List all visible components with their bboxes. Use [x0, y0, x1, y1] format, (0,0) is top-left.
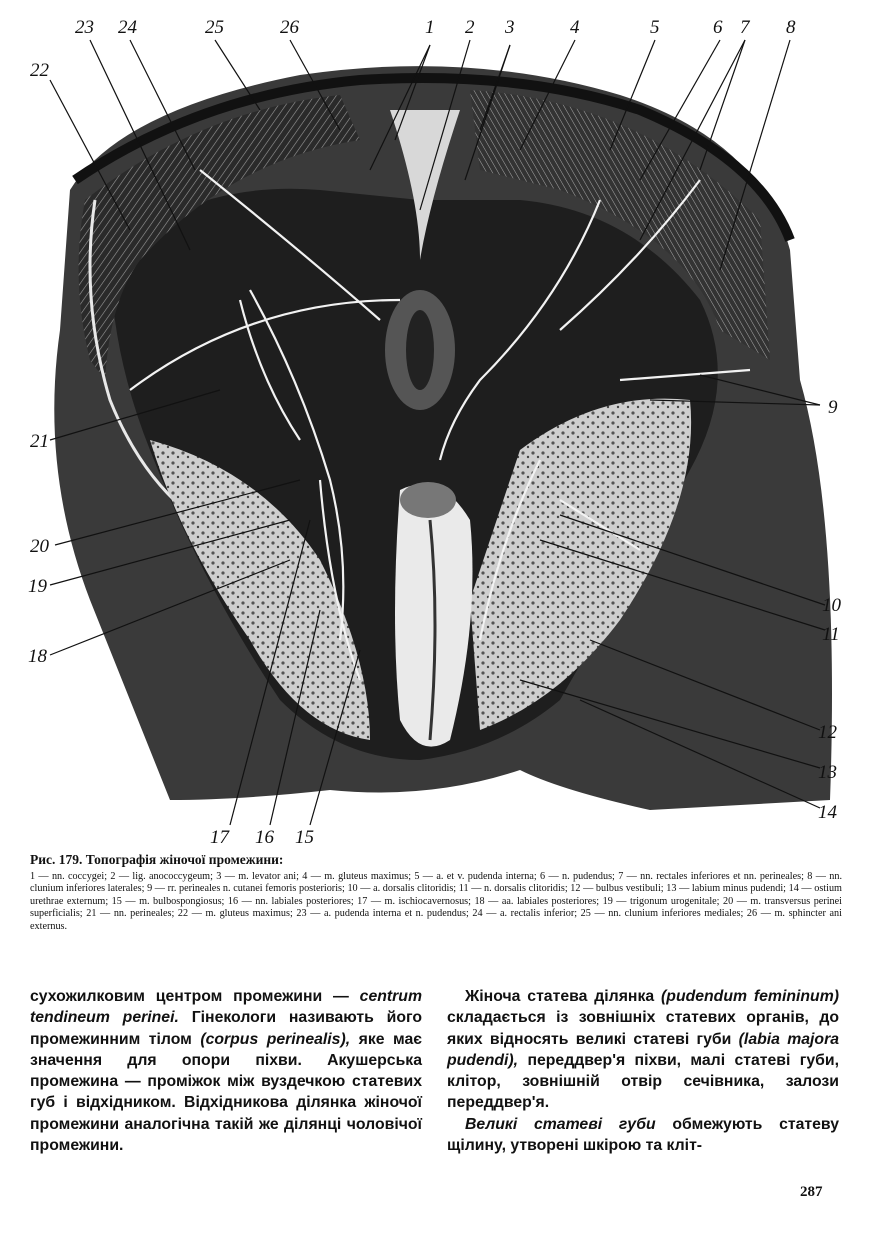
text-span: складається із зовнішніх статевих органів, до яких відносять великі статеві губи [447, 1009, 839, 1048]
label-1: 1 [425, 17, 435, 38]
text-span: сухожилковим центром промежини — [30, 988, 360, 1005]
text-span: Гінекологи називають його промежинним тілом [30, 1009, 423, 1048]
page-number: 287 [800, 1184, 823, 1200]
latin-term: (labia majora pudendi), [447, 1030, 840, 1069]
latin-term: (pudendum femininum) [654, 988, 840, 1005]
label-7: 7 [740, 17, 750, 38]
caption-legend: 1 — nn. coccygei; 2 — lig. anococcygeum; 3 — m. levator ani; 4 — m. gluteus maximus; 5 — a. et v. pudenda interna; 6 — n. pudendus; 7 — nn. rectales inferiores et nn. perineales; 8 — nn. clunium inferiores laterales; 9 — rr. perineales n. cutanei femoris posterioris; 10 — a. dorsalis clitoridis; 11 — n. dorsalis clitoridis; 12 — bulbus vestibuli; 13 — labium minus pudendi; 14 — ostium urethrae externum; 15 — m. bulbospongiosus; 16 — nn. labiales posteriores; 17 — m. ischiocavernosus; 18 — aa. labiales posteriores; 19 — trigonum urogenitale; 20 — m. transversus perinei superficialis; 21 — nn. perineales; 22 — m. gluteus maximus; 23 — a. pudenda interna et n. pudendus; 24 — a. rectalis inferior; 25 — nn. clunium inferiores mediales; 26 — m. sphincter ani externus. [30, 871, 842, 932]
latin-term: (corpus perinealis), [200, 1030, 351, 1048]
paragraph [447, 1114, 839, 1157]
section-heading: Великі статеві губи [465, 1115, 656, 1133]
label-14: 14 [818, 802, 837, 823]
label-21: 21 [30, 431, 49, 452]
label-22: 22 [30, 60, 49, 81]
label-6: 6 [713, 17, 723, 38]
label-13: 13 [818, 762, 837, 783]
text-span: обмежують статеву щілину, утворені шкірою та кліт- [447, 1115, 839, 1155]
label-15: 15 [295, 827, 314, 848]
text-span: яке має значення для опори піхви. Акушерська промежина — проміжок між вуздечкою статевих губ і відхідником. Відхідникова ділянка жіночої промежини аналогічна такій же ділянці чоловічої промежини. [30, 1030, 422, 1155]
label-11: 11 [822, 624, 840, 645]
label-2: 2 [465, 17, 475, 38]
paragraph [447, 986, 839, 1114]
label-23: 23 [75, 17, 94, 38]
text-column-right [447, 986, 839, 1156]
label-5: 5 [650, 17, 660, 38]
text-span: переддвер'я піхви, малі статеві губи, клітор, зовнішній отвір сечівника, залози переддвер'я. [447, 1051, 839, 1112]
section-heading: Жіноча статева ділянка [465, 988, 655, 1005]
text-column-left [30, 986, 422, 1156]
label-12: 12 [818, 722, 837, 743]
label-18: 18 [28, 646, 47, 667]
label-24: 24 [118, 17, 137, 38]
label-17: 17 [210, 827, 229, 848]
paragraph [30, 986, 422, 1156]
latin-term: centrum tendineum perinei. [30, 988, 422, 1027]
figure-caption [30, 852, 842, 933]
label-26: 26 [280, 17, 299, 38]
label-20: 20 [30, 536, 49, 557]
label-3: 3 [505, 17, 515, 38]
label-19: 19 [28, 576, 47, 597]
label-8: 8 [786, 17, 796, 38]
label-10: 10 [822, 595, 841, 616]
label-9: 9 [828, 397, 838, 418]
label-4: 4 [570, 17, 580, 38]
label-16: 16 [255, 827, 274, 848]
caption-title: Рис. 179. Топографія жіночої промежини: [30, 852, 284, 867]
label-25: 25 [205, 17, 224, 38]
